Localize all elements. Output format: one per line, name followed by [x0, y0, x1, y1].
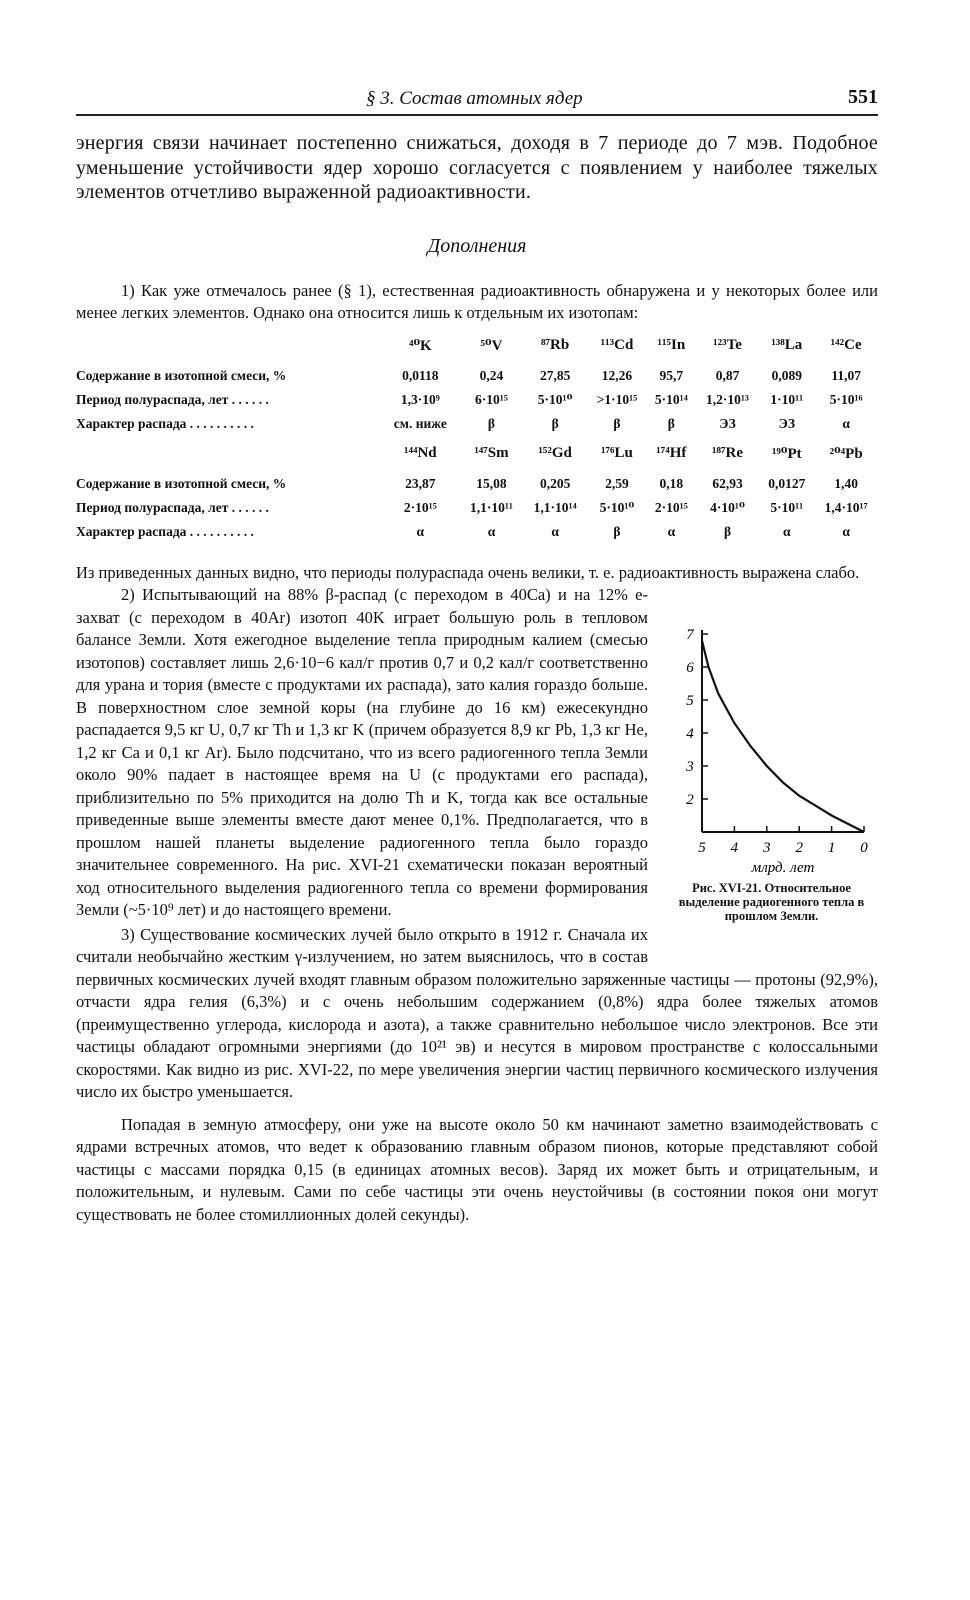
heat-curve	[702, 641, 864, 832]
decay-row-cell: α	[416, 523, 425, 539]
content-row-cell: 95,7	[659, 367, 684, 383]
isotope-header-row-cell: ¹¹³Cd	[600, 337, 634, 353]
decay-row-cell: ЭЗ	[719, 415, 736, 431]
half-life-row-cell: 1,4·10¹⁷	[824, 499, 868, 515]
decay-row-cell: β	[613, 415, 621, 431]
paragraph-1: 1) Как уже отмечалось ранее (§ 1), естественная радиоактивность обнаружена и у некоторых более или менее легких элементов. Однако она относится лишь к отдельным их изотопам:	[76, 280, 878, 322]
y-tick-label: 2	[686, 792, 694, 808]
decay-row-cell: α	[842, 523, 850, 539]
decay-row-cell: α	[783, 523, 791, 539]
x-tick-label: 0	[860, 840, 868, 856]
decay-row-cell: ЭЗ	[778, 415, 796, 431]
content-row-cell: 0,089	[771, 367, 802, 383]
half-life-row-label: Период полураспада, лет . . . . . .	[76, 499, 269, 515]
content-row-cell: 0,205	[539, 475, 571, 491]
page-number: 551	[848, 86, 878, 108]
content-row	[76, 472, 878, 496]
content-row-cell: 1,40	[834, 475, 858, 491]
isotope-header-row-cell: ¹⁵²Gd	[538, 445, 572, 461]
isotope-header-row-cell: ¹³⁸La	[771, 337, 803, 353]
half-life-row	[76, 388, 878, 412]
isotope-header-row-cell: ¹⁷⁶Lu	[601, 445, 633, 461]
content-row-cell: 0,24	[479, 367, 504, 383]
isotope-header-row-cell: ⁴⁰K	[408, 338, 432, 354]
half-life-row-cell: 2·10¹⁵	[654, 499, 688, 515]
content-row-cell: 15,08	[476, 475, 507, 491]
isotope-header-row-label	[76, 436, 381, 472]
y-tick-label: 3	[686, 759, 694, 775]
isotope-header-row-cell: ¹⁴⁷Sm	[474, 445, 509, 461]
x-tick-label: 5	[698, 840, 706, 856]
decay-row-cell: α	[487, 523, 496, 539]
y-tick-label: 6	[686, 660, 694, 676]
isotope-header-row-cell: ¹⁴⁴Nd	[403, 445, 437, 461]
intro-paragraph: энергия связи начинает постепенно снижаться, доходя в 7 периоде до 7 мэв. Подобное уменьшение устойчивости ядер хорошо согласуется с появлением у наиболее тяжелых элементов отчетливо выраженной радиоактивности.	[76, 132, 878, 203]
half-life-row-cell: 1,1·10¹⁴	[533, 499, 577, 515]
half-life-row-label: Период полураспада, лет . . . . . .	[76, 391, 269, 407]
decay-row	[76, 520, 878, 544]
isotope-header-row-cell: ¹¹⁵In	[657, 337, 686, 353]
half-life-row-cell: 5·10¹¹	[770, 499, 804, 515]
paragraph-after-table: Из приведенных данных видно, что периоды полураспада очень велики, т. е. радиоактивность выражена слабо.	[76, 562, 860, 582]
content-row-cell: 0,18	[659, 475, 684, 491]
half-life-row-cell: 5·10¹⁰	[537, 391, 573, 407]
isotope-header-row	[76, 436, 878, 472]
content-row-label: Содержание в изотопной смеси, %	[76, 367, 287, 383]
isotope-header-row-cell: ¹²³Te	[713, 337, 742, 353]
half-life-row-cell: 2·10¹⁵	[403, 499, 437, 515]
decay-row-cell: см. ниже	[393, 415, 447, 431]
half-life-row-cell: 1,1·10¹¹	[469, 499, 513, 515]
isotope-header-row-cell: ⁸⁷Rb	[541, 337, 570, 353]
half-life-row-cell: 4·10¹⁰	[710, 499, 745, 515]
decay-row-label: Характер распада . . . . . . . . . .	[76, 523, 254, 539]
decay-row-cell: β	[551, 415, 559, 431]
isotope-header-row-label	[76, 328, 381, 364]
half-life-row-cell: 1,3·10⁹	[400, 391, 440, 407]
decay-row	[76, 412, 878, 436]
isotope-header-row-cell: ¹⁷⁴Hf	[656, 445, 687, 461]
half-life-row-cell: 1·10¹¹	[770, 391, 804, 407]
half-life-row-cell: 5·10¹⁴	[654, 391, 688, 407]
content-row-cell: 0,0127	[768, 475, 806, 491]
content-row-cell: 27,85	[539, 367, 571, 383]
figure-xvi-21	[664, 622, 879, 923]
x-tick-label: 4	[730, 840, 739, 856]
half-life-row-cell: 5·10¹⁶	[829, 391, 863, 407]
content-row-cell: 2,59	[605, 475, 629, 491]
decay-row-cell: α	[551, 523, 559, 539]
decay-row-cell: α	[842, 415, 850, 431]
decay-row-label: Характер распада . . . . . . . . . .	[76, 415, 254, 431]
section-title: Дополнения	[427, 234, 527, 257]
content-row	[76, 364, 878, 388]
decay-row-cell: β	[613, 523, 621, 539]
content-row-cell: 0,0118	[402, 367, 439, 383]
figure-caption: Рис. XVI-21. Относительное выделение радиогенного тепла в прошлом Земли.	[678, 881, 865, 923]
running-title: § 3. Состав атомных ядер	[366, 88, 583, 109]
x-axis-label: млрд. лет	[751, 860, 815, 876]
x-tick-label: 3	[763, 840, 771, 856]
content-row-cell: 11,07	[831, 367, 861, 383]
content-row-cell: 62,93	[712, 475, 743, 491]
content-row-cell: 12,26	[601, 367, 633, 383]
decay-row-cell: β	[487, 415, 496, 431]
paragraph-3: 3) Существование космических лучей было открыто в 1912 г. Сначала их считали необычайно жестким γ-излучением, но затем выяснилось, что в состав первичных космических лучей входят главным образом положительно заряженные частицы — протоны (92,9%), отчасти ядра гелия (6,3%) и с очень небольшим содержанием (0,8%) ядра более тяжелых атомов (преимущественно углерода, кислорода и азота), а также сравнительно небольшое число электронов. Все эти частицы обладают огромными энергиями (до 10²¹ эв) и несутся в мировом пространстве с колоссальными скоростями. Как видно из рис. XVI-22, по мере увеличения энергии частиц первичного космического излучения число их быстро уменьшается.	[76, 924, 878, 1101]
isotope-table	[76, 328, 878, 544]
isotope-header-row-cell: ²⁰⁴Pb	[829, 446, 863, 462]
decay-row-cell: α	[667, 523, 676, 539]
decay-row-cell: β	[667, 415, 675, 431]
half-life-row-cell: 6·10¹⁵	[475, 391, 508, 407]
isotope-header-row-cell: ⁵⁰V	[480, 338, 503, 354]
content-row-label: Содержание в изотопной смеси, %	[76, 475, 287, 491]
y-tick-label: 5	[686, 693, 694, 709]
y-tick-label: 4	[686, 726, 694, 742]
x-tick-label: 1	[827, 840, 836, 856]
half-life-row-cell: 5·10¹⁰	[599, 499, 635, 515]
content-row-cell: 23,87	[405, 475, 436, 491]
paragraph-4: Попадая в земную атмосферу, они уже на высоте около 50 км начинают заметно взаимодействовать с ядрами встречных атомов, что ведет к образованию главным образом пионов, которые представляют собой частицы с массами порядка 0,15 (в единицах атомных весов). Заряд их может быть и отрицательным, и положительным, и нулевым. Сами по себе частицы эти очень неустойчивы (в состоянии покоя они могут существовать не более стомиллионных долей секунды).	[76, 1114, 878, 1224]
heat-decline-chart	[664, 622, 879, 877]
half-life-row	[76, 496, 878, 520]
half-life-row-cell: 1,2·10¹³	[706, 391, 749, 407]
half-life-row-cell: >1·10¹⁵	[596, 391, 638, 407]
page-header	[76, 84, 878, 116]
isotope-header-row	[76, 328, 878, 364]
isotope-header-row-cell: ¹⁸⁷Re	[712, 445, 743, 461]
isotope-header-row-cell: ¹⁴²Ce	[830, 337, 862, 353]
decay-row-cell: β	[723, 523, 732, 539]
paragraph-2-text: 2) Испытывающий на 88% β-распад (с переходом в 40Ca) и на 12% e-захват (с переходом в 40Ar) изотоп 40K играет большую роль в тепловом балансе Земли. Хотя ежегодное выделение тепла природным калием (смесью изотопов) составляет лишь 2,6·10−6 кал/г против 0,7 и 0,2 кал/г соответственно для урана и тория (вместе с продуктами их распада), зато калия гораздо больше. В поверхностном слое земной коры (на глубине до 16 км) ежесекундно распадается 9,5 кг U, 0,7 кг Th и 1,3 кг K (причем образуется 8,9 кг Pb, 1,3 кг He, 1,2 кг Ca и 0,1 кг Ar). Было подсчитано, что из всего радиогенного тепла Земли около 90% падает в настоящее время на U (с продуктами его распада), приблизительно по 5% приходится на долю Th и K, тогда как все остальные приведенные выше элементы вместе дают менее 0,1%. Предполагается, что в прошлом нашей планеты выделение радиогенного тепла было гораздо значительнее современного. На рис. XVI-21 схематически показан вероятный ход относительного выделения радиогенного тепла со времени формирования Земли (~5·10⁹ лет) и до настоящего времени.	[76, 585, 648, 919]
content-row-cell: 0,87	[715, 367, 740, 383]
x-tick-label: 2	[795, 840, 803, 856]
y-tick-label: 7	[686, 627, 694, 643]
isotope-header-row-cell: ¹⁹⁰Pt	[771, 446, 802, 462]
